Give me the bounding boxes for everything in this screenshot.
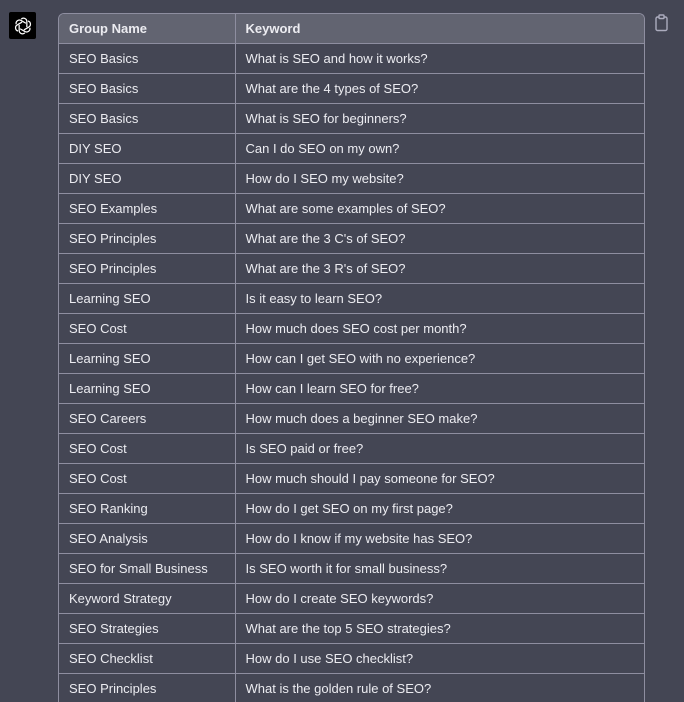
group-name-cell: SEO Checklist [59,644,235,674]
table-row [59,614,644,644]
keyword-cell: How do I create SEO keywords? [235,584,644,614]
group-name-cell: SEO Principles [59,674,235,702]
clipboard-icon [654,14,670,32]
keyword-cell: What are the 3 R's of SEO? [235,254,644,284]
group-name-cell: SEO Strategies [59,614,235,644]
table-row [59,134,644,164]
table-row [59,224,644,254]
openai-logo-icon [13,16,33,36]
table-row [59,254,644,284]
keyword-cell: How much should I pay someone for SEO? [235,464,644,494]
column-header-keyword: Keyword [235,14,644,44]
table-body [59,44,644,702]
keyword-cell: How can I get SEO with no experience? [235,344,644,374]
table-row [59,554,644,584]
keyword-cell: What is the golden rule of SEO? [235,674,644,702]
table-row [59,104,644,134]
column-header-group-name: Group Name [59,14,235,44]
table-row [59,374,644,404]
keyword-cell: How do I SEO my website? [235,164,644,194]
table-row [59,524,644,554]
keyword-table [59,14,644,702]
keyword-cell: How can I learn SEO for free? [235,374,644,404]
group-name-cell: Keyword Strategy [59,584,235,614]
group-name-cell: SEO Ranking [59,494,235,524]
keyword-cell: How much does SEO cost per month? [235,314,644,344]
group-name-cell: SEO Principles [59,224,235,254]
group-name-cell: Learning SEO [59,344,235,374]
table-row [59,674,644,702]
group-name-cell: SEO Basics [59,74,235,104]
keyword-cell: What are the 3 C's of SEO? [235,224,644,254]
group-name-cell: Learning SEO [59,374,235,404]
group-name-cell: Learning SEO [59,284,235,314]
table-row [59,494,644,524]
keyword-table-container [58,13,645,702]
group-name-cell: SEO Analysis [59,524,235,554]
keyword-cell: What are the 4 types of SEO? [235,74,644,104]
keyword-cell: What are some examples of SEO? [235,194,644,224]
keyword-cell: Is SEO worth it for small business? [235,554,644,584]
table-row [59,194,644,224]
table-row [59,584,644,614]
group-name-cell: SEO Basics [59,104,235,134]
table-row [59,344,644,374]
table-row [59,434,644,464]
keyword-cell: How do I use SEO checklist? [235,644,644,674]
table-row [59,44,644,74]
keyword-cell: What are the top 5 SEO strategies? [235,614,644,644]
group-name-cell: SEO Careers [59,404,235,434]
table-row [59,464,644,494]
keyword-cell: How much does a beginner SEO make? [235,404,644,434]
keyword-cell: What is SEO and how it works? [235,44,644,74]
keyword-cell: Is it easy to learn SEO? [235,284,644,314]
group-name-cell: SEO Principles [59,254,235,284]
table-header-row [59,14,644,44]
table-row [59,164,644,194]
table-row [59,314,644,344]
keyword-cell: How do I get SEO on my first page? [235,494,644,524]
group-name-cell: SEO Cost [59,464,235,494]
table-row [59,644,644,674]
group-name-cell: SEO Cost [59,434,235,464]
group-name-cell: DIY SEO [59,134,235,164]
table-row [59,404,644,434]
keyword-cell: Can I do SEO on my own? [235,134,644,164]
group-name-cell: DIY SEO [59,164,235,194]
keyword-cell: How do I know if my website has SEO? [235,524,644,554]
copy-button[interactable] [654,14,670,32]
group-name-cell: SEO Examples [59,194,235,224]
assistant-avatar [9,12,36,39]
keyword-cell: Is SEO paid or free? [235,434,644,464]
keyword-cell: What is SEO for beginners? [235,104,644,134]
group-name-cell: SEO for Small Business [59,554,235,584]
group-name-cell: SEO Basics [69,51,139,66]
table-row [59,284,644,314]
group-name-cell: SEO Cost [59,314,235,344]
table-row [59,74,644,104]
